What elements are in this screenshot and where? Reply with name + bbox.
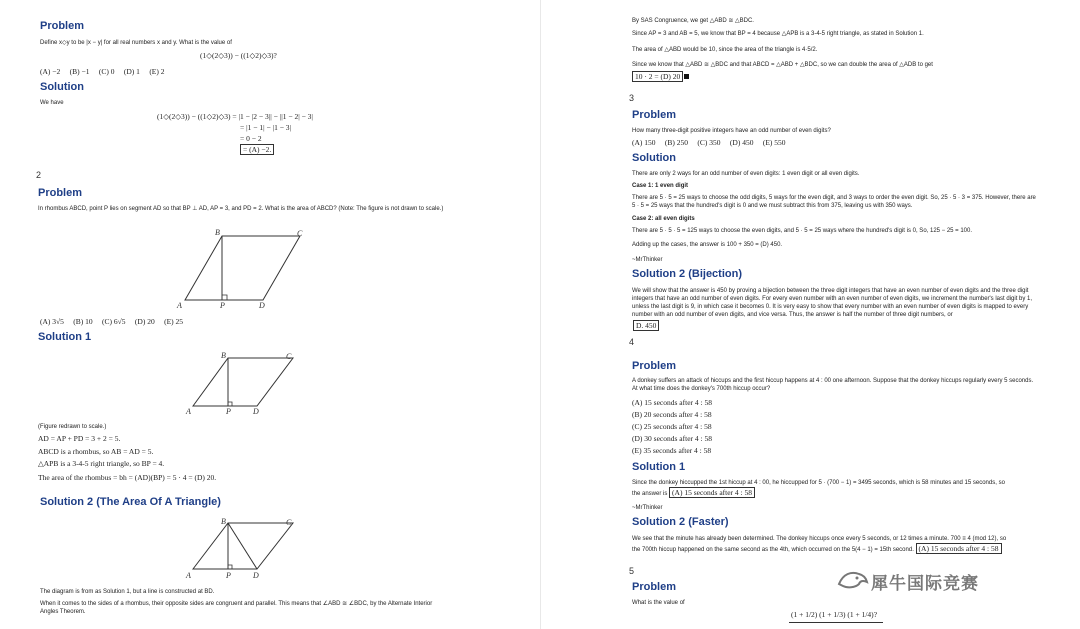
problem-1-expression: (1◇(2◇3)) − ((1◇2)◇3)?	[200, 51, 277, 60]
choice-e: (E) 2	[149, 67, 165, 76]
p4-choice-d: (D) 30 seconds after 4 : 58	[632, 434, 712, 443]
p4-s1-line-1: Since the donkey hiccupped the 1st hiccup at 4 : 00, he hiccupped for 5 · (700 − 1) = 3495 seconds, which is 58 minutes and 15 seconds, so	[632, 480, 1005, 486]
r-line-area: The area of △ABD would be 10, since the area of the triangle is 4·5/2.	[632, 47, 818, 53]
r-line-sas: By SAS Congruence, we get △ABD ≅ △BDC.	[632, 18, 754, 24]
choice-b: (B) 10	[73, 317, 93, 326]
redrawn-note: (Figure redrawn to scale.)	[38, 424, 107, 430]
choice-b: (B) −1	[69, 67, 90, 76]
p3-bijection-answer	[633, 321, 659, 330]
problem-number-4: 4	[629, 337, 635, 347]
p3-solution-2-heading: Solution 2 (Bijection)	[632, 268, 742, 280]
choice-e: (E) 550	[762, 138, 786, 147]
rhino-logo-icon	[837, 566, 869, 592]
s1-line-rhombus: ABCD is a rhombus, so AB = AD = 5.	[38, 447, 154, 456]
p4-s1-line-2: the answer is (A) 15 seconds after 4 : 58	[632, 489, 755, 498]
solution-heading: Solution	[40, 81, 84, 93]
p3-case-2-text: There are 5 · 5 · 5 = 125 ways to choose the even digits, and 5 · 5 = 25 ways where the hundred's digit is 0, So, 125 − 25 = 100.	[632, 228, 973, 234]
choice-b: (B) 250	[664, 138, 689, 147]
label-a: A	[186, 407, 191, 416]
we-have-text: We have	[40, 100, 64, 106]
rhombus-figure-2	[185, 350, 300, 416]
fraction-numerator: (1 + 1/2) (1 + 1/3) (1 + 1/4)	[791, 610, 874, 619]
problem-2-choices	[40, 317, 183, 326]
p4-s2-line-1: We see that the minute has already been determined. The donkey hiccups once every 5 seconds, or 12 times a minute. 700 ≡ 4 (mod 12), so	[632, 536, 1007, 542]
s1-line-triangle: △APB is a 3-4-5 right triangle, so BP = 4.	[38, 459, 165, 468]
p3-case-1-text: There are 5 · 5 = 25 ways to choose the odd digits, 5 ways for the even digit, and 3 ways to order the even digit. So, 25 · 5 · 3 = 375. However, there are 5 · 5 = 25 ways that the hundred's digit is 0 and we must subtract this from 375, leaving us with 350 ways.	[632, 195, 1036, 209]
solution-1-heading: Solution 1	[38, 331, 92, 343]
label-p: P	[226, 407, 231, 416]
label-b: B	[221, 517, 226, 526]
choice-c: (C) 350	[697, 138, 721, 147]
problem-1-text: Define x◇y to be |x − y| for all real numbers x and y. What is the value of	[40, 40, 232, 46]
p4-choice-b: (B) 20 seconds after 4 : 58	[632, 410, 712, 419]
label-a: A	[177, 301, 182, 310]
solution-line-2: = |1 − 1| − |1 − 3|	[240, 123, 292, 132]
problem-3-heading: Problem	[632, 109, 677, 121]
choice-c: (C) 0	[98, 67, 115, 76]
problem-3-text: How many three-digit positive integers have an odd number of even digits?	[632, 128, 831, 134]
qed-icon	[684, 74, 689, 79]
problem-5-fraction: (1 + 1/2) (1 + 1/3) (1 + 1/4)?	[791, 610, 878, 619]
label-b: B	[215, 228, 220, 237]
solution-2-heading: Solution 2 (The Area Of A Triangle)	[40, 496, 221, 508]
label-c: C	[286, 352, 292, 361]
problem-1-heading: Problem	[40, 20, 85, 32]
label-p: P	[226, 571, 231, 580]
r-line-answer	[632, 72, 689, 81]
problem-4-text: A donkey suffers an attack of hiccups and the first hiccup happens at 4 : 00 one afternoon. Suppose that the donkey hiccups regularly every 5 seconds. At what time does the donkey's 700th hiccup occur?	[632, 378, 1034, 392]
problem-3-choices	[632, 138, 786, 147]
watermark-text: 犀牛国际竞赛	[871, 574, 979, 593]
choice-d: (D) 20	[134, 317, 155, 326]
p3-bijection-text: We will show that the answer is 450 by proving a bijection between the three digit integers that have an even number of even digits and the three digit integers that have an odd number of even digits. For every even number with an even number of even digits, we increment the number's last digit by 1, unless the last digit is 9, in which case it becomes 0. It is very easy to show that every number with an even number of even digits is mapped to every number with an odd number of even digits, and vice versa. Thus, the answer is half the number of three digit numbers, or	[632, 288, 1033, 318]
problem-2-text: In rhombus ABCD, point P lies on segment AD so that BP ⊥ AD, AP = 3, and PD = 2. What is the area of ABCD? (Note: The figure is not drawn to scale.)	[38, 206, 444, 212]
solution-line-4	[240, 145, 274, 154]
s2-line-1: The diagram is from as Solution 1, but a line is constructed at BD.	[40, 589, 215, 595]
problem-1-choices	[40, 67, 165, 76]
s2-line-2: When it comes to the sides of a rhombus, their opposite sides are congruent and parallel. This means that ∠ABD ≅ ∠BDC, by the Alternate Interior Angles Theorem.	[40, 601, 433, 615]
problem-4-heading: Problem	[632, 360, 677, 372]
p4-choice-c: (C) 25 seconds after 4 : 58	[632, 422, 712, 431]
p3-case-2: Case 2: all even digits	[632, 216, 695, 222]
p4-solution-2-heading: Solution 2 (Faster)	[632, 516, 729, 528]
rhombus-outline	[185, 236, 300, 300]
label-b: B	[221, 351, 226, 360]
p4-choice-a: (A) 15 seconds after 4 : 58	[632, 398, 712, 407]
answer-box: (A) 15 seconds after 4 : 58	[669, 487, 755, 498]
diagonal-bd	[228, 523, 257, 569]
solution-line-1: (1◇(2◇3)) − ((1◇2)◇3) = |1 − |2 − 3|| − ||1 − 2| − 3|	[157, 112, 313, 121]
choice-d: (D) 450	[729, 138, 754, 147]
answer-box: D. 450	[633, 320, 659, 331]
problem-number-3: 3	[629, 93, 635, 103]
p3-signature: ~MrThinker	[632, 257, 663, 263]
p4-signature: ~MrThinker	[632, 505, 663, 511]
label-d: D	[253, 571, 259, 580]
choice-a: (A) 3√5	[40, 317, 64, 326]
s1-line-ad: AD = AP + PD = 3 + 2 = 5.	[38, 434, 121, 443]
label-a: A	[186, 571, 191, 580]
answer-box: 10 · 2 = (D) 20	[632, 71, 683, 82]
p4-solution-1-heading: Solution 1	[632, 461, 686, 473]
problem-2-heading: Problem	[38, 187, 83, 199]
rhombus-figure-3	[185, 515, 300, 581]
choice-e: (E) 25	[164, 317, 184, 326]
problem-number-5: 5	[629, 566, 635, 576]
p4-s2-line-2: the 700th hiccup happened on the same second as the 4th, which occurred on the 5(4 − 1) = 15th second. (A) 15 seconds after 4 : 58	[632, 545, 1002, 554]
p4-choice-e: (E) 35 seconds after 4 : 58	[632, 446, 712, 455]
p3-answer: Adding up the cases, the answer is 100 + 350 = (D) 450.	[632, 242, 783, 248]
label-p: P	[220, 301, 225, 310]
rhombus-figure-1	[175, 228, 315, 310]
right-angle-mark	[222, 295, 227, 300]
p3-case-1: Case 1: 1 even digit	[632, 183, 689, 189]
p3-solution-heading: Solution	[632, 152, 676, 164]
problem-5-text: What is the value of	[632, 600, 685, 606]
answer-box: (A) 15 seconds after 4 : 58	[916, 543, 1002, 554]
label-d: D	[253, 407, 259, 416]
problem-5-heading: Problem	[632, 581, 677, 593]
r-line-bp: Since AP = 3 and AB = 5, we know that BP = 4 because △APB is a 3-4-5 right triangle, as stated in Solution 1.	[632, 31, 924, 37]
label-d: D	[259, 301, 265, 310]
choice-a: (A) −2	[40, 67, 61, 76]
choice-d: (D) 1	[123, 67, 140, 76]
r-line-double: Since we know that △ABD ≅ △BDC and that ABCD = △ABD + △BDC, so we can double the area of △ADB to get	[632, 62, 933, 68]
solution-line-3: = 0 − 2	[240, 134, 262, 143]
label-c: C	[286, 518, 292, 527]
choice-c: (C) 6√5	[102, 317, 126, 326]
right-page	[541, 0, 1080, 629]
label-c: C	[297, 229, 303, 238]
p3-line-intro: There are only 2 ways for an odd number of even digits: 1 even digit or all even digits.	[632, 171, 860, 177]
answer-box: = (A) −2.	[240, 144, 274, 155]
fraction-bar	[789, 622, 883, 623]
problem-number-2: 2	[36, 170, 42, 180]
choice-a: (A) 150	[632, 138, 656, 147]
s1-line-area: The area of the rhombus = bh = (AD)(BP) = 5 · 4 = (D) 20.	[38, 473, 217, 482]
